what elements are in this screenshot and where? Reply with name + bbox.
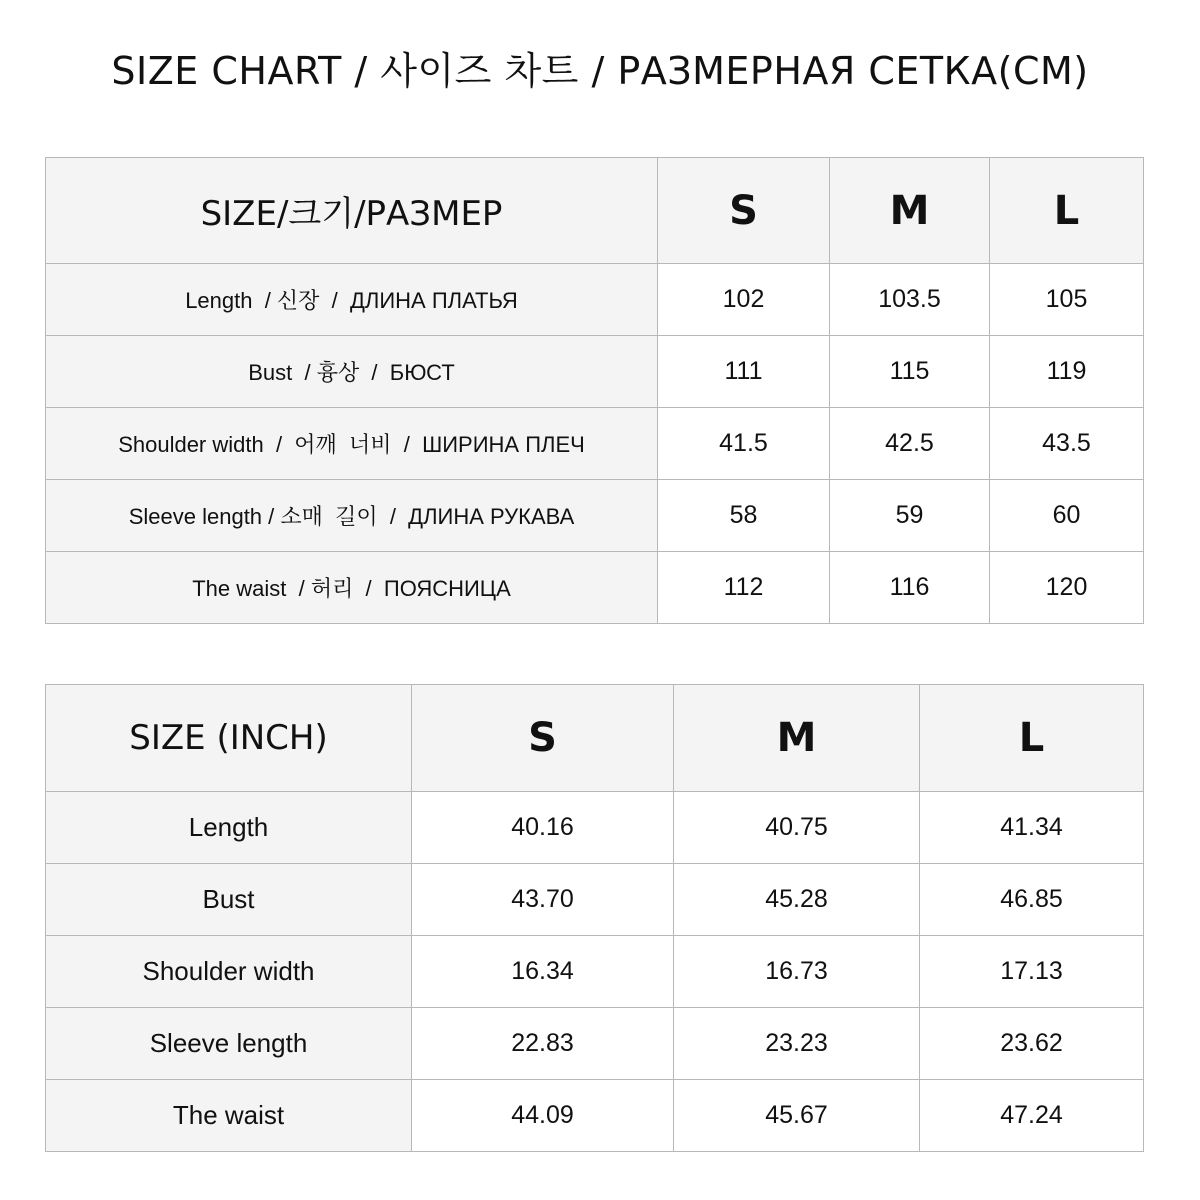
measurement-label: The waist / 허리 / ПОЯСНИЦА (46, 552, 658, 624)
value-cell: 111 (658, 336, 830, 408)
table-row (46, 936, 1144, 1008)
inch-header-label: SIZE (INCH) (46, 685, 412, 792)
measurement-label: Bust / 흉상 / БЮСТ (46, 336, 658, 408)
value-cell: 44.09 (412, 1080, 674, 1152)
value-cell: 120 (990, 552, 1144, 624)
table-row (46, 1008, 1144, 1080)
value-cell: 115 (830, 336, 990, 408)
value-cell: 41.5 (658, 408, 830, 480)
value-cell: 112 (658, 552, 830, 624)
inch-header-size-s: S (412, 685, 674, 792)
table-row (46, 336, 1144, 408)
measurement-label: Sleeve length (46, 1008, 412, 1080)
inch-header-size-l: L (920, 685, 1144, 792)
cm-header-label: SIZE/크기/РАЗМЕР (46, 158, 658, 264)
value-cell: 47.24 (920, 1080, 1144, 1152)
value-cell: 23.23 (674, 1008, 920, 1080)
size-chart-inch-table (45, 684, 1144, 1152)
cm-header-size-s: S (658, 158, 830, 264)
table-row (46, 408, 1144, 480)
value-cell: 45.67 (674, 1080, 920, 1152)
table-row (46, 1080, 1144, 1152)
cm-header-size-l: L (990, 158, 1144, 264)
value-cell: 17.13 (920, 936, 1144, 1008)
value-cell: 59 (830, 480, 990, 552)
table-row (46, 480, 1144, 552)
measurement-label: The waist (46, 1080, 412, 1152)
measurement-label: Length (46, 792, 412, 864)
table-row (46, 552, 1144, 624)
value-cell: 103.5 (830, 264, 990, 336)
value-cell: 105 (990, 264, 1144, 336)
value-cell: 42.5 (830, 408, 990, 480)
value-cell: 16.34 (412, 936, 674, 1008)
value-cell: 43.5 (990, 408, 1144, 480)
measurement-label: Length / 신장 / ДЛИНА ПЛАТЬЯ (46, 264, 658, 336)
value-cell: 58 (658, 480, 830, 552)
value-cell: 40.16 (412, 792, 674, 864)
inch-header-size-m: M (674, 685, 920, 792)
size-chart-cm-table (45, 157, 1144, 624)
value-cell: 22.83 (412, 1008, 674, 1080)
value-cell: 46.85 (920, 864, 1144, 936)
measurement-label: Sleeve length / 소매 길이 / ДЛИНА РУКАВА (46, 480, 658, 552)
value-cell: 43.70 (412, 864, 674, 936)
cm-header-size-m: M (830, 158, 990, 264)
measurement-label: Shoulder width (46, 936, 412, 1008)
value-cell: 119 (990, 336, 1144, 408)
value-cell: 41.34 (920, 792, 1144, 864)
value-cell: 60 (990, 480, 1144, 552)
value-cell: 45.28 (674, 864, 920, 936)
page-title: SIZE CHART / 사이즈 차트 / РАЗМЕРНАЯ СЕТКА(CM) (111, 49, 1089, 93)
value-cell: 116 (830, 552, 990, 624)
value-cell: 40.75 (674, 792, 920, 864)
value-cell: 23.62 (920, 1008, 1144, 1080)
table-row (46, 264, 1144, 336)
measurement-label: Shoulder width / 어깨 너비 / ШИРИНА ПЛЕЧ (46, 408, 658, 480)
value-cell: 102 (658, 264, 830, 336)
measurement-label: Bust (46, 864, 412, 936)
table-row (46, 864, 1144, 936)
cm-header-row (46, 158, 1144, 264)
inch-header-row (46, 685, 1144, 792)
value-cell: 16.73 (674, 936, 920, 1008)
table-row (46, 792, 1144, 864)
